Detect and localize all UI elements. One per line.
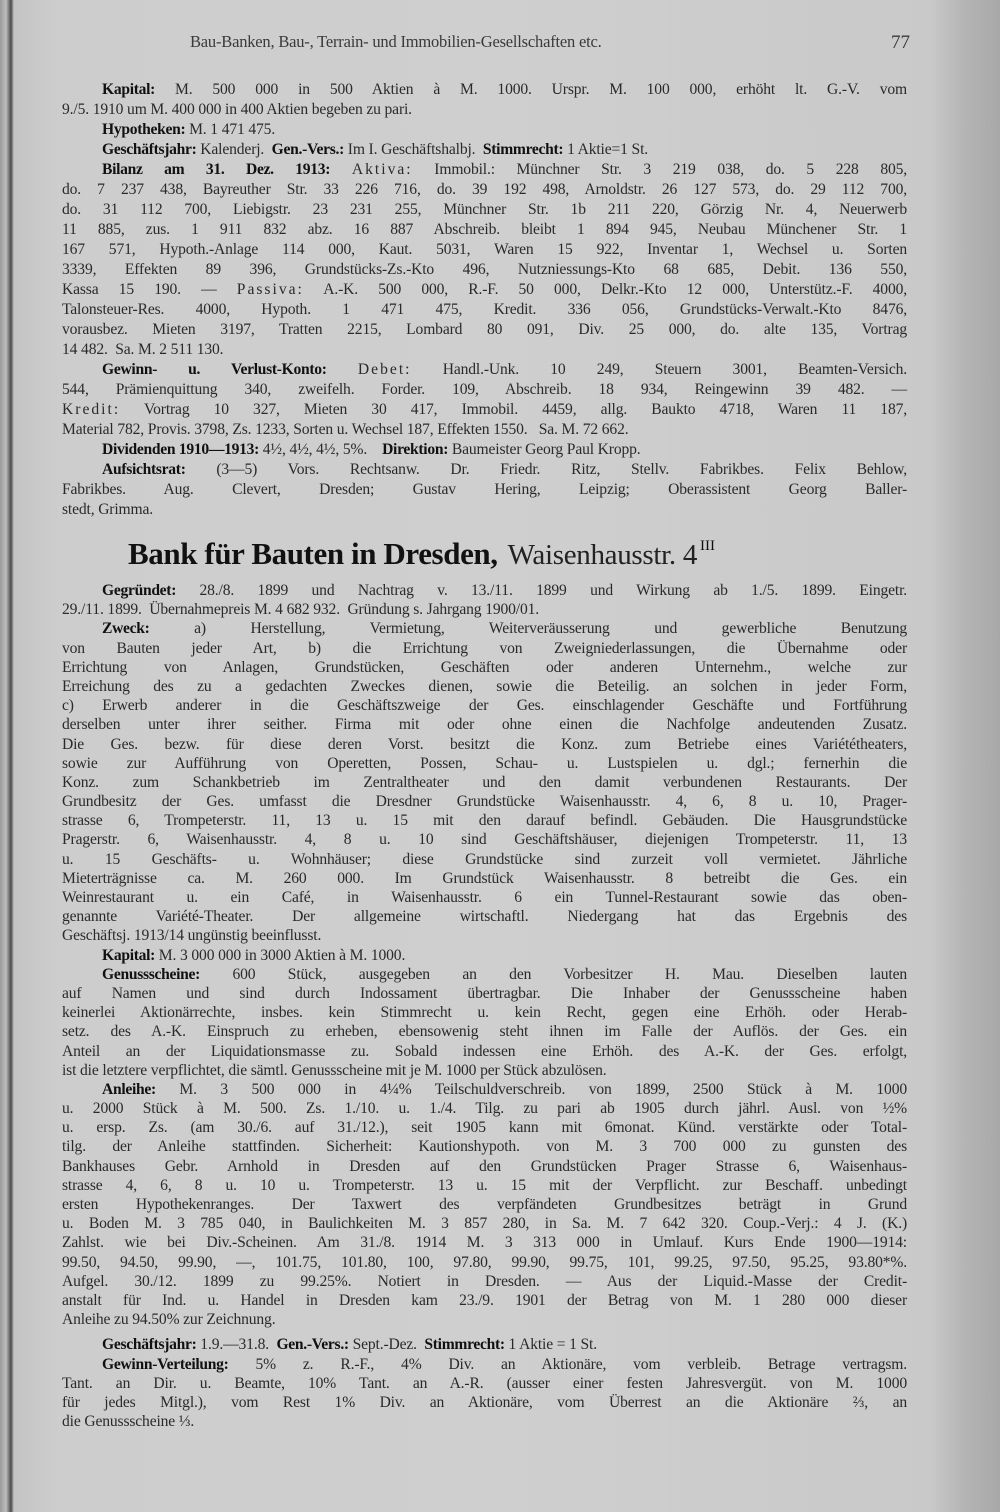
text-line bbox=[62, 1042, 907, 1061]
spaced-label: Debet: bbox=[357, 361, 412, 378]
text-run: do. 7 237 438, Bayreuther Str. 33 226 716, do. 39 192 498, Arnoldstr. 26 127 573, do. 29 112 700, bbox=[62, 181, 907, 198]
text-run: Weinrestaurant u. ein Café, in Waisenhausstr. 6 ein Tunnel-Restaurant sowie das oben- bbox=[62, 889, 907, 906]
text-run: M. 500 000 in 500 Aktien à M. 1000. Urspr. M. 100 000, erhöht lt. G.-V. vom bbox=[155, 81, 907, 98]
paragraph bbox=[62, 581, 907, 619]
text-run: Zahlst. wie bei Div.-Scheinen. Am 31./8. 1914 M. 3 313 000 in Umlauf. Kurs Ende 1900—1914: bbox=[62, 1234, 907, 1252]
field-label: Gewinn- u. Verlust-Konto: bbox=[102, 361, 327, 378]
text-line bbox=[62, 120, 907, 140]
text-run: 29./11. 1899. Übernahmepreis M. 4 682 932. Gründung s. Jahrgang 1900/01. bbox=[62, 601, 540, 619]
text-line bbox=[62, 320, 907, 340]
text-line bbox=[62, 380, 907, 400]
text-line bbox=[62, 1195, 907, 1214]
text-line bbox=[62, 1272, 907, 1291]
text-line bbox=[62, 280, 907, 300]
text-run: (3—5) Vors. Rechtsanw. Dr. Friedr. Ritz, Stellv. Fabrikbes. Felix Behlow, bbox=[185, 461, 907, 478]
text-line bbox=[62, 735, 907, 754]
text-line bbox=[62, 696, 907, 715]
text-run: Die Ges. bezw. für diese deren Vorst. besitzt die Konz. zum Betriebe eines Variététheaters, bbox=[62, 735, 907, 753]
text-run: Baumeister Georg Paul Kropp. bbox=[448, 441, 641, 458]
text-line bbox=[62, 869, 907, 888]
text-line bbox=[62, 830, 907, 849]
text-line bbox=[62, 1335, 907, 1354]
paragraph bbox=[62, 160, 907, 360]
text-line bbox=[62, 1374, 907, 1393]
field-label: Aufsichtsrat: bbox=[102, 461, 186, 478]
field-label: Gen.-Vers.: bbox=[276, 1336, 349, 1354]
text-line bbox=[62, 440, 907, 460]
text-run: 600 Stück, ausgegeben an den Vorbesitzer H. Mau. Dieselben lauten bbox=[200, 965, 907, 983]
page-number: 77 bbox=[891, 32, 910, 53]
text-line bbox=[62, 300, 907, 320]
text-line bbox=[62, 850, 907, 869]
text-line bbox=[62, 500, 907, 520]
company-heading bbox=[128, 536, 888, 572]
text-run: Talonsteuer-Res. 4000, Hypoth. 1 471 475, Kredit. 336 056, Grundstücks-Verwalt.-Kto 8476, bbox=[62, 301, 907, 318]
field-label: Kapital: bbox=[102, 946, 156, 964]
text-run: Kassa 15 190. — bbox=[62, 281, 237, 298]
text-line bbox=[62, 811, 907, 830]
text-line bbox=[62, 1233, 907, 1252]
text-line bbox=[62, 1157, 907, 1176]
text-run: Anteil an der Liquidationsmasse zu. Sobald indessen eine Erhöh. des A.-K. der Ges. erfolgt, bbox=[62, 1042, 907, 1060]
text-run: A.-K. 500 000, R.-F. 50 000, Delkr.-Kto 12 000, Unterstütz.-F. 4000, bbox=[303, 281, 907, 298]
text-line bbox=[62, 360, 907, 380]
text-run: 167 571, Hypoth.-Anlage 114 000, Kaut. 5031, Waren 15 922, Inventar 1, Wechsel u. Sorten bbox=[62, 241, 907, 258]
field-label: Stimmrecht: bbox=[482, 141, 564, 158]
text-run: 9./5. 1910 um M. 400 000 in 400 Aktien begeben zu pari. bbox=[62, 101, 412, 118]
field-label: Dividenden 1910—1913: bbox=[102, 441, 260, 458]
text-line bbox=[62, 80, 907, 100]
text-run: setz. des A.-K. Einspruch zu erheben, ebensowenig steht ihnen im Falle der Auflös. der Ges. ein bbox=[62, 1023, 907, 1041]
company-floor: III bbox=[700, 538, 716, 554]
paragraph bbox=[62, 120, 907, 140]
text-line bbox=[62, 715, 907, 734]
text-line bbox=[62, 677, 907, 696]
text-line bbox=[62, 240, 907, 260]
text-run bbox=[327, 361, 358, 378]
text-line bbox=[62, 1061, 907, 1080]
text-run: derselben unter ihrer seither. Firma mit oder ohne einen die Nachfolge andeutenden Zusatz. bbox=[62, 716, 907, 734]
field-label: Hypotheken: bbox=[102, 121, 186, 138]
text-run: 14 482. Sa. M. 2 511 130. bbox=[62, 341, 224, 358]
text-line bbox=[62, 460, 907, 480]
text-line bbox=[62, 754, 907, 773]
text-run: 3339, Effekten 89 396, Grundstücks-Zs.-Kto 496, Nutzniessungs-Kto 68 685, Debit. 136 550, bbox=[62, 261, 907, 278]
company-name: Bank für Bauten in Dresden, bbox=[128, 536, 498, 571]
text-line bbox=[62, 200, 907, 220]
spaced-label: Kredit: bbox=[62, 401, 121, 418]
text-line bbox=[62, 581, 907, 600]
text-line bbox=[62, 1137, 907, 1156]
text-line bbox=[62, 984, 907, 1003]
text-run: tilg. der Anleihe stattfinden. Sicherheit: Kautionshypoth. von M. 3 700 000 zu gunsten des bbox=[62, 1138, 907, 1156]
text-line bbox=[62, 907, 907, 926]
text-line bbox=[62, 1176, 907, 1195]
field-label: Gewinn-Verteilung: bbox=[102, 1355, 229, 1373]
text-line bbox=[62, 1003, 907, 1022]
text-line bbox=[62, 1412, 907, 1431]
text-run: do. 31 112 700, Liebigstr. 23 231 255, Münchner Str. 1b 211 220, Görzig Nr. 4, Neuerwerb bbox=[62, 201, 907, 218]
text-run: Tant. an Dir. u. Beamte, 10% Tant. an A.-R. (ausser einer festen Jahresvergüt. von M. 1000 bbox=[62, 1374, 907, 1392]
text-run: strasse 6, Trompeterstr. 11, 13 u. 15 mit den darauf befindl. Gebäuden. Die Hausgrundstücke bbox=[62, 812, 907, 830]
text-run: sowie zur Aufführung von Operetten, Possen, Schau- u. Lustspielen u. dgl.; fernerhin die bbox=[62, 754, 907, 772]
text-line bbox=[62, 1099, 907, 1118]
text-run: keinerlei Aktionärrechte, insbes. kein Stimmrecht u. kein Recht, gegen eine Erhöh. oder Herab- bbox=[62, 1004, 907, 1022]
paragraph bbox=[62, 440, 907, 460]
text-run: Konz. zum Schankbetrieb im Zentraltheater und den damit verbundenen Restaurants. Der bbox=[62, 773, 907, 791]
field-label: Stimmrecht: bbox=[424, 1336, 505, 1354]
text-line bbox=[62, 420, 907, 440]
previous-company-entry bbox=[62, 80, 907, 520]
text-run: Grundbesitz der Ges. umfasst die Dresdner Grundstücke Waisenhausstr. 4, 6, 8 u. 10, Prager- bbox=[62, 793, 907, 811]
paragraph bbox=[62, 1080, 907, 1329]
text-run: Geschäftsj. 1913/14 ungünstig beeinflusst. bbox=[62, 927, 322, 945]
paragraph bbox=[62, 946, 907, 965]
field-label: Zweck: bbox=[102, 620, 150, 638]
text-line bbox=[62, 1080, 907, 1099]
text-run: M. 1 471 475. bbox=[185, 121, 276, 138]
text-line bbox=[62, 946, 907, 965]
text-run: M. 3 000 000 in 3000 Aktien à M. 1000. bbox=[155, 946, 406, 964]
text-line bbox=[62, 480, 907, 500]
text-line bbox=[62, 220, 907, 240]
text-line bbox=[62, 619, 907, 638]
text-run: strasse 4, 6, 8 u. 10 u. Trompeterstr. 13 u. 15 mit der Verpflicht. zur Beschaff. unbedingt bbox=[62, 1176, 907, 1194]
field-label: Direktion: bbox=[382, 441, 449, 458]
text-line bbox=[62, 140, 907, 160]
text-run: Aufgel. 30./12. 1899 zu 99.25%. Notiert in Dresden. — Aus der Liquid.-Masse der Credit- bbox=[62, 1272, 907, 1290]
text-run: ist die letztere verpflichtet, die sämtl. Genussscheine mit je M. 1000 per Stück abzulösen. bbox=[62, 1061, 607, 1079]
text-run: ersten Hypothekenranges. Der Taxwert des verpfändeten Grundbesitzes beträgt in Grund bbox=[62, 1196, 907, 1213]
paragraph bbox=[62, 140, 907, 160]
paragraph bbox=[62, 1335, 907, 1354]
text-run: Erreichung des zu a gedachten Zweckes dienen, sowie die Beteilig. an solchen in jeder Form, bbox=[62, 677, 907, 695]
text-line bbox=[62, 639, 907, 658]
text-run: 4½, 4½, 4½, 5%. bbox=[259, 441, 383, 458]
text-line bbox=[62, 658, 907, 677]
text-run: M. 3 500 000 in 4¼% Teilschuldverschreib. von 1899, 2500 Stück à M. 1000 bbox=[155, 1080, 907, 1098]
text-run: Kalenderj. bbox=[196, 141, 272, 158]
text-line bbox=[62, 400, 907, 420]
text-line bbox=[62, 600, 907, 619]
paragraph bbox=[62, 1355, 907, 1432]
text-run: Handl.-Unk. 10 249, Steuern 3001, Beamten-Versich. bbox=[411, 361, 908, 378]
text-run: 1 Aktie = 1 St. bbox=[504, 1336, 597, 1354]
field-label: Geschäftsjahr: bbox=[102, 1336, 197, 1354]
text-run: a) Herstellung, Vermietung, Weiterveräusserung und gewerbliche Benutzung bbox=[149, 620, 907, 638]
paragraph bbox=[62, 619, 907, 945]
spaced-label: Aktiva: bbox=[351, 161, 413, 178]
text-line bbox=[62, 100, 907, 120]
text-run: 11 885, zus. 1 911 832 abz. 16 887 Abschreib. bleibt 1 894 945, Neubau Münchener Str. 1 bbox=[62, 221, 907, 238]
text-line bbox=[62, 926, 907, 945]
text-line bbox=[62, 965, 907, 984]
text-run: 1.9.—31.8. bbox=[196, 1336, 277, 1354]
spaced-label: Passiva: bbox=[236, 281, 304, 298]
text-run: 5% z. R.-F., 4% Div. an Aktionäre, vom verbleib. Betrage vertragsm. bbox=[228, 1355, 907, 1373]
text-run: Sept.-Dez. bbox=[348, 1336, 425, 1354]
text-run: anstalt für Ind. u. Handel in Dresden kam 23./9. 1901 der Betrag von M. 1 280 000 dieser bbox=[62, 1291, 907, 1309]
text-run: Im I. Geschäftshalbj. bbox=[344, 141, 483, 158]
text-run: u. Boden M. 3 785 040, in Baulichkeiten M. 3 857 280, in Sa. M. 7 642 320. Coup.-Verj.: 4 J. (K.) bbox=[62, 1215, 907, 1233]
field-label: Bilanz am 31. Dez. 1913: bbox=[102, 161, 331, 178]
paragraph bbox=[62, 460, 907, 520]
field-label: Gen.-Vers.: bbox=[271, 141, 345, 158]
text-run: Bankhauses Gebr. Arnhold in Dresden auf den Grundstücken Prager Strasse 6, Waisenhaus- bbox=[62, 1157, 907, 1175]
text-run: Mieterträgnisse ca. M. 260 000. Im Grundstück Waisenhausstr. 8 betreibt die Ges. ein bbox=[62, 869, 907, 887]
paragraph bbox=[62, 965, 907, 1080]
text-run: Material 782, Provis. 3798, Zs. 1233, Sorten u. Wechsel 187, Effekten 1550. Sa. M. 72 662. bbox=[62, 421, 629, 438]
text-run: Pragerstr. 6, Waisenhausstr. 4, 8 u. 10 sind Geschäftshäuser, diejenigen Trompeterstr. 11, 13 bbox=[62, 831, 907, 849]
bank-fuer-bauten-entry bbox=[62, 581, 907, 1431]
text-run: 544, Prämienquittung 340, zweifelh. Forder. 109, Abschreib. 18 934, Reingewinn 39 482. — bbox=[62, 381, 907, 398]
text-line bbox=[62, 1214, 907, 1233]
text-line bbox=[62, 1022, 907, 1041]
text-run: von Bauten jeder Art, b) die Errichtung von Zweigniederlassungen, die Übernahme oder bbox=[62, 639, 907, 657]
text-line bbox=[62, 1253, 907, 1272]
field-label: Genussscheine: bbox=[102, 965, 201, 983]
text-line bbox=[62, 773, 907, 792]
text-run bbox=[330, 161, 352, 178]
text-line bbox=[62, 340, 907, 360]
text-line bbox=[62, 792, 907, 811]
text-run: u. 2000 Stück à M. 500. Zs. 1./10. u. 1./4. Tilg. zu pari ab 1905 durch jährl. Ausl. von ½% bbox=[62, 1100, 907, 1118]
text-run: Vortrag 10 327, Mieten 30 417, Immobil. 4459, allg. Baukto 4718, Waren 11 187, bbox=[120, 401, 907, 418]
text-run: Fabrikbes. Aug. Clevert, Dresden; Gustav Hering, Leipzig; Oberassistent Georg Baller- bbox=[62, 481, 907, 498]
text-run: auf Namen und sind durch Indossament übertragbar. Die Inhaber der Genussscheine haben bbox=[62, 984, 907, 1002]
text-run: 99.50, 94.50, 99.90, —, 101.75, 101.80, 100, 97.80, 99.90, 99.75, 101, 99.25, 97.50, 95.25, 93.80*%. bbox=[62, 1253, 907, 1271]
text-run: 28./8. 1899 und Nachtrag v. 13./11. 1899 und Wirkung ab 1./5. 1899. Eingetr. bbox=[176, 582, 907, 599]
text-run: Immobil.: Münchner Str. 3 219 038, do. 5 228 805, bbox=[412, 161, 908, 178]
company-address: Waisenhausstr. 4 bbox=[507, 539, 698, 571]
text-line bbox=[62, 1291, 907, 1310]
paragraph bbox=[62, 360, 907, 440]
text-line bbox=[62, 260, 907, 280]
text-line bbox=[62, 160, 907, 180]
field-label: Kapital: bbox=[102, 81, 156, 98]
text-run: für jedes Mitgl.), vom Rest 1% Div. an Aktionäre, vom Überrest an die Aktionäre ⅔, an bbox=[62, 1393, 907, 1411]
text-run: u. 15 Geschäfts- u. Wohnhäuser; diese Grundstücke sind zurzeit voll vermietet. Jährliche bbox=[62, 850, 907, 868]
running-header bbox=[190, 32, 910, 54]
text-run: stedt, Grimma. bbox=[62, 501, 154, 518]
running-header-title: Bau-Banken, Bau-, Terrain- und Immobilien-Gesellschaften etc. bbox=[190, 32, 602, 51]
text-run: Anleihe zu 94.50% zur Zeichnung. bbox=[62, 1311, 276, 1329]
field-label: Geschäftsjahr: bbox=[102, 141, 197, 158]
text-run: u. ersp. Zs. (am 30./6. auf 31./12.), seit 1905 kann mit 6monat. Künd. verstärkte oder Total- bbox=[62, 1119, 907, 1137]
field-label: Anleihe: bbox=[102, 1080, 156, 1098]
text-line bbox=[62, 1118, 907, 1137]
text-run: Errichtung von Anlagen, Grundstücken, Geschäften oder anderen Unternehm., welche zur bbox=[62, 658, 907, 676]
text-line bbox=[62, 180, 907, 200]
field-label: Gegründet: bbox=[102, 582, 177, 599]
paragraph bbox=[62, 80, 907, 120]
text-line bbox=[62, 1393, 907, 1412]
text-run: 1 Aktie=1 St. bbox=[563, 141, 648, 158]
text-run: genannte Variété-Theater. Der allgemeine wirtschaftl. Niedergang hat das Ergebnis des bbox=[62, 908, 907, 926]
text-line bbox=[62, 888, 907, 907]
text-line bbox=[62, 1355, 907, 1374]
text-run: vorausbez. Mieten 3197, Tratten 2215, Lombard 80 091, Div. 25 000, do. alte 135, Vortrag bbox=[62, 321, 907, 338]
text-run: die Genussscheine ⅓. bbox=[62, 1413, 195, 1431]
text-run: c) Erwerb anderer in die Geschäftszweige der Ges. einschlagender Geschäfte und Fortführung bbox=[62, 697, 907, 715]
text-line bbox=[62, 1310, 907, 1329]
